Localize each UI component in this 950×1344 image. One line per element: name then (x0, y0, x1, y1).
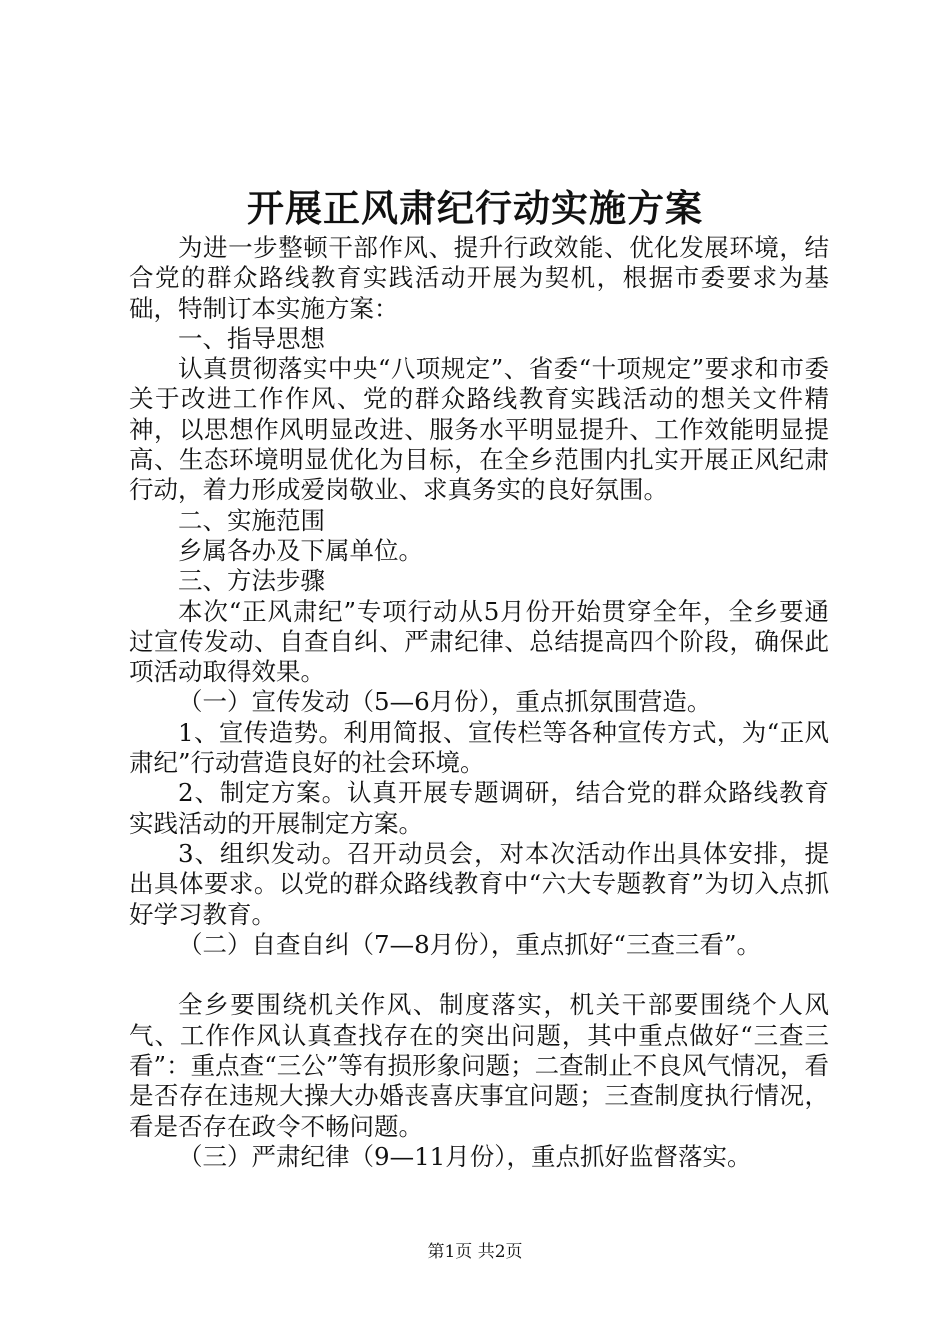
heading-scope: 二、实施范围 (178, 505, 325, 535)
subheading-phase-2: （二）自查自纠（7—8月份），重点抓好“三查三看”。 (178, 929, 761, 959)
document-title: 开展正风肃纪行动实施方案 (247, 186, 703, 230)
list-item-1: 1、宣传造势。利用简报、宣传栏等各种宣传方式，为“正风肃纪”行动营造良好的社会环境。 (129, 717, 829, 778)
list-item-2: 2、制定方案。认真开展专题调研，结合党的群众路线教育实践活动的开展制定方案。 (129, 778, 829, 838)
paragraph-phase-2: 全乡要围绕机关作风、制度落实，机关干部要围绕个人风气、工作作风认真查找存在的突出问题，其中重点做好“三查三看”：重点查“三公”等有损形象问题；二查制止不良风气情况，看是否存在违规大操大办婚丧喜庆事宜问题；三查制度执行情况，看是否存在政令不畅问题。 (129, 990, 829, 1141)
paragraph-guiding-ideology: 认真贯彻落实中央“八项规定”、省委“十项规定”要求和市委关于改进工作作风、党的群众路线教育实践活动的想关文件精神，以思想作风明显改进、服务水平明显提升、工作效能明显提高、生态环境明显优化为目标，在全乡范围内扎实开展正风纪肃行动，着力形成爱岗敬业、求真务实的良好氛围。 (129, 354, 829, 505)
blank-line (129, 960, 829, 990)
page-footer: 第1页 共2页 (427, 1242, 523, 1262)
subheading-phase-3: （三）严肃纪律（9—11月份），重点抓好监督落实。 (178, 1141, 752, 1171)
paragraph-steps: 本次“正风肃纪”专项行动从5月份开始贯穿全年，全乡要通过宣传发动、自查自纠、严肃纪律、总结提高四个阶段，确保此项活动取得效果。 (129, 596, 829, 687)
document-body (129, 233, 829, 1172)
subheading-phase-1: （一）宣传发动（5—6月份），重点抓氛围营造。 (178, 687, 712, 717)
paragraph-scope: 乡属各办及下属单位。 (178, 535, 423, 565)
heading-guiding-ideology: 一、指导思想 (178, 323, 325, 353)
list-item-3: 3、组织发动。召开动员会，对本次活动作出具体安排，提出具体要求。以党的群众路线教育中“六大专题教育”为切入点抓好学习教育。 (129, 838, 829, 929)
heading-steps: 三、方法步骤 (178, 566, 325, 596)
paragraph-intro: 为进一步整顿干部作风、提升行政效能、优化发展环境，结合党的群众路线教育实践活动开展为契机，根据市委要求为基础，特制订本实施方案： (129, 233, 829, 323)
